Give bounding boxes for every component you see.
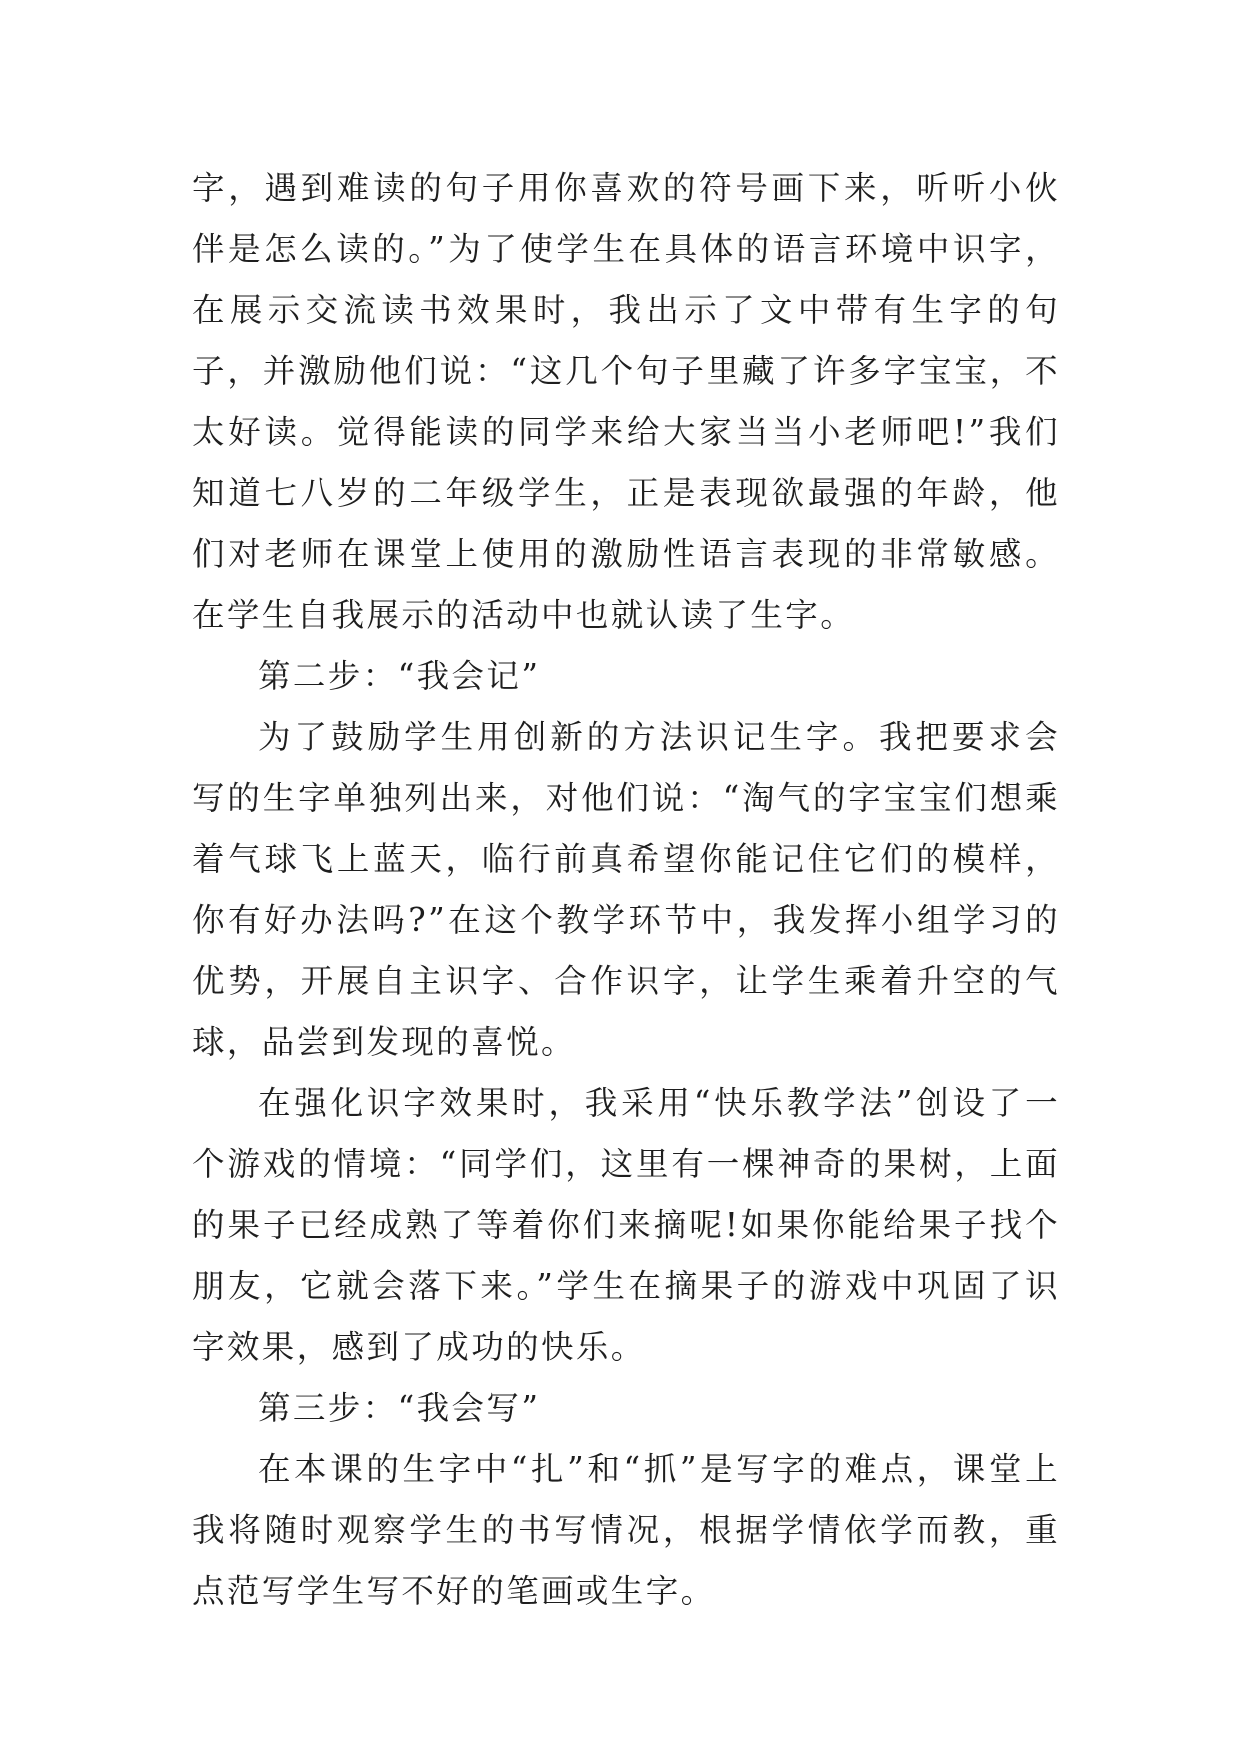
paragraph-continuation: 字，遇到难读的句子用你喜欢的符号画下来，听听小伙伴是怎么读的。”为了使学生在具体的语言环境中识字，在展示交流读书效果时，我出示了文中带有生字的句子，并激励他们说：“这几个句子里藏了许多字宝宝，不太好读。觉得能读的同学来给大家当当小老师吧!”我们知道七八岁的二年级学生，正是表现欲最强的年龄，他们对老师在课堂上使用的激励性语言表现的非常敏感。在学生自我展示的活动中也就认读了生字。 (192, 169, 1060, 634)
heading-step-three: 第三步：“我会写” (258, 1389, 541, 1427)
heading-step-two: 第二步：“我会记” (258, 657, 541, 695)
paragraph-step-three: 在本课的生字中“扎”和“抓”是写字的难点，课堂上我将随时观察学生的书写情况，根据学情依学而教，重点范写学生写不好的笔画或生字。 (192, 1450, 1060, 1610)
paragraph-step-two: 为了鼓励学生用创新的方法识记生字。我把要求会写的生字单独列出来，对他们说：“淘气的字宝宝们想乘着气球飞上蓝天，临行前真希望你能记住它们的模样，你有好办法吗?”在这个教学环节中，我发挥小组学习的优势，开展自主识字、合作识字，让学生乘着升空的气球，品尝到发现的喜悦。 (192, 718, 1060, 1061)
body-text (192, 158, 1060, 1622)
paragraph-reinforce: 在强化识字效果时，我采用“快乐教学法”创设了一个游戏的情境：“同学们，这里有一棵神奇的果树，上面的果子已经成熟了等着你们来摘呢!如果你能给果子找个朋友，它就会落下来。”学生在摘果子的游戏中巩固了识字效果，感到了成功的快乐。 (192, 1084, 1060, 1366)
